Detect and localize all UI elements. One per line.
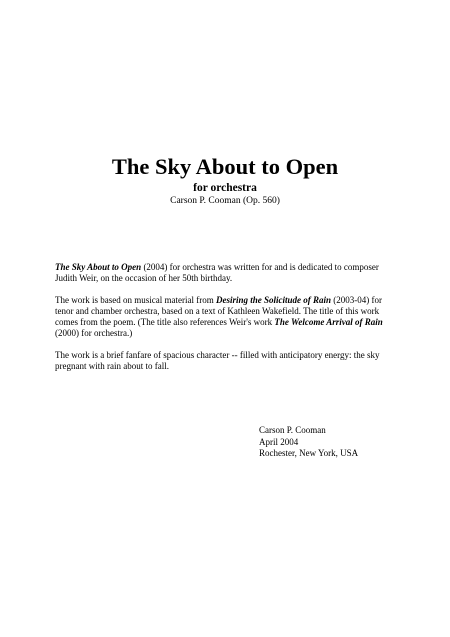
composer-line: Carson P. Cooman (Op. 560) — [170, 196, 280, 206]
work-title-inline: The Sky About to Open — [55, 262, 142, 272]
subtitle: for orchestra — [193, 182, 257, 194]
signature-date: April 2004 — [259, 436, 299, 447]
paragraph-character — [55, 350, 400, 372]
source-work-title: Desiring the Solicitude of Rain — [215, 295, 331, 305]
page-title: The Sky About to Open — [111, 154, 339, 179]
character-text: The work is a brief fanfare of spacious character -- filled with anticipatory energy: the sky pregnant with rain about to fall. — [55, 350, 380, 371]
paragraph-dedication — [55, 262, 400, 284]
signature-place: Rochester, New York, USA — [259, 448, 359, 458]
signature-block — [259, 425, 358, 460]
reference-work-title: The Welcome Arrival of Rain — [274, 317, 383, 327]
dedication-text: (2004) for orchestra was written for and is dedicated to composer Judith Weir, on the occasion of her 50th birthday. — [55, 262, 379, 283]
source-text-b: (2003-04) for tenor and chamber orchestra, based on a text of Kathleen Wakefield. The title of this work comes from the poem. (The title also references Weir's work — [55, 295, 382, 327]
source-text-c: (2000) for orchestra.) — [55, 328, 133, 338]
signature-name: Carson P. Cooman — [259, 425, 326, 435]
source-text-a: The work is based on musical material from — [55, 295, 216, 305]
paragraph-source — [55, 295, 400, 339]
